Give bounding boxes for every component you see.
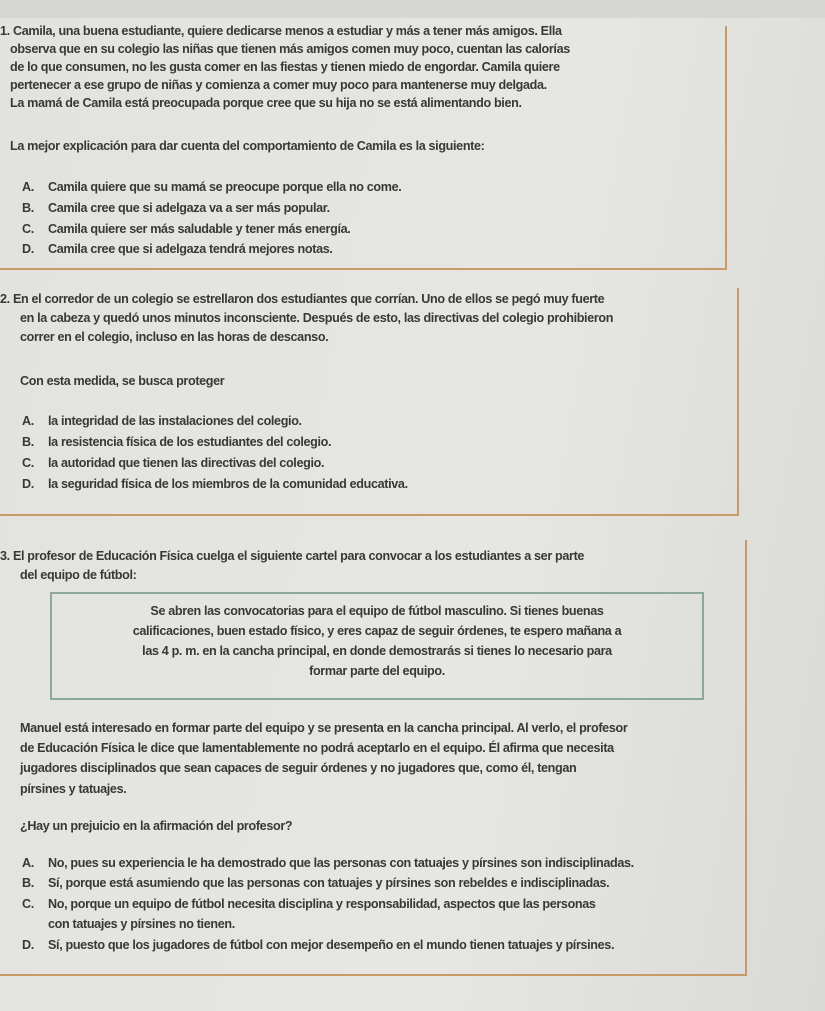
option-letter: D. (22, 242, 34, 256)
story-line: Manuel está interesado en formar parte del equipo y se presenta en la cancha principal. Al verlo, el profesor (20, 721, 628, 735)
option-letter: B. (22, 201, 34, 215)
option-text: la autoridad que tienen las directivas del colegio. (48, 456, 325, 470)
option-letter: D. (22, 477, 34, 491)
option-letter: B. (22, 435, 34, 449)
question-1-option-c[interactable] (22, 221, 350, 237)
question-2-line: 2. En el corredor de un colegio se estrellaron dos estudiantes que corrían. Uno de ellos se pegó muy fuerte (0, 292, 605, 306)
question-3-prompt: ¿Hay un prejuicio en la afirmación del profesor? (20, 819, 293, 833)
poster-line: Se abren las convocatorias para el equipo de fútbol masculino. Si tienes buenas (150, 604, 604, 618)
question-3-line: 3. El profesor de Educación Física cuelga el siguiente cartel para convocar a los estudiantes a ser parte (0, 549, 585, 563)
question-1-prompt: La mejor explicación para dar cuenta del comportamiento de Camila es la siguiente: (10, 139, 485, 153)
option-letter: A. (22, 180, 34, 194)
question-1-line: de lo que consumen, no les gusta comer en las fiestas y tienen miedo de engordar. Camila quiere (10, 60, 560, 74)
question-1-option-b[interactable] (22, 200, 330, 216)
option-letter: A. (22, 414, 34, 428)
option-letter: B. (22, 876, 34, 890)
option-text: No, pues su experiencia le ha demostrado que las personas con tatuajes y pírsines son indisciplinadas. (48, 856, 634, 870)
option-text: la integridad de las instalaciones del colegio. (48, 414, 302, 428)
option-letter: C. (22, 456, 34, 470)
question-3-option-a[interactable] (22, 855, 634, 871)
poster-line: formar parte del equipo. (309, 664, 445, 678)
question-1-line: observa que en su colegio las niñas que tienen más amigos comen muy poco, cuentan las calorías (10, 42, 570, 56)
story-line: jugadores disciplinados que sean capaces de seguir órdenes y no jugadores que, como él, tengan (20, 761, 577, 775)
question-1-option-d[interactable] (22, 241, 333, 257)
option-text: Camila cree que si adelgaza va a ser más popular. (48, 201, 330, 215)
question-2-option-b[interactable] (22, 434, 331, 450)
question-2-option-d[interactable] (22, 476, 408, 492)
option-text: Sí, puesto que los jugadores de fútbol con mejor desempeño en el mundo tienen tatuajes y pírsines. (48, 938, 615, 952)
option-text: Sí, porque está asumiendo que las personas con tatuajes y pírsines son rebeldes e indisciplinadas. (48, 876, 610, 890)
option-text: la seguridad física de los miembros de la comunidad educativa. (48, 477, 408, 491)
option-text: No, porque un equipo de fútbol necesita disciplina y responsabilidad, aspectos que las personas (48, 897, 596, 911)
option-letter: D. (22, 938, 34, 952)
question-2-prompt: Con esta medida, se busca proteger (20, 374, 225, 388)
poster-line: las 4 p. m. en la cancha principal, en donde demostrarás si tienes lo necesario para (142, 644, 612, 658)
poster-box (50, 592, 704, 700)
question-2-option-c[interactable] (22, 455, 324, 471)
story-line: de Educación Física le dice que lamentablemente no podrá aceptarlo en el equipo. Él afirma que necesita (20, 741, 614, 755)
question-1-line: La mamá de Camila está preocupada porque cree que su hija no se está alimentando bien. (10, 96, 522, 110)
option-text: Camila quiere que su mamá se preocupe porque ella no come. (48, 180, 402, 194)
question-2-line: correr en el colegio, incluso en las horas de descanso. (20, 330, 329, 344)
question-1-line: pertenecer a ese grupo de niñas y comienza a comer muy poco para mantenerse muy delgada. (10, 78, 547, 92)
option-letter: A. (22, 856, 34, 870)
page-edge (0, 0, 825, 18)
question-1-option-a[interactable] (22, 179, 401, 195)
option-letter: C. (22, 897, 34, 911)
option-letter: C. (22, 222, 34, 236)
question-2-line: en la cabeza y quedó unos minutos inconsciente. Después de esto, las directivas del colegio prohibieron (20, 311, 614, 325)
question-3-option-c[interactable] (22, 896, 596, 912)
question-3-option-b[interactable] (22, 875, 609, 891)
poster-line: calificaciones, buen estado físico, y eres capaz de seguir órdenes, te espero mañana a (132, 624, 622, 638)
story-line: pírsines y tatuajes. (20, 782, 127, 796)
question-1-line: 1. Camila, una buena estudiante, quiere dedicarse menos a estudiar y más a tener más amigos. Ella (0, 24, 562, 38)
option-text: la resistencia física de los estudiantes del colegio. (48, 435, 332, 449)
question-3-option-c-continued: con tatuajes y pírsines no tienen. (48, 917, 235, 931)
option-text: Camila cree que si adelgaza tendrá mejores notas. (48, 242, 333, 256)
option-text: Camila quiere ser más saludable y tener más energía. (48, 222, 351, 236)
question-3-line: del equipo de fútbol: (20, 568, 137, 582)
question-3-option-d[interactable] (22, 937, 614, 953)
question-2-option-a[interactable] (22, 413, 302, 429)
